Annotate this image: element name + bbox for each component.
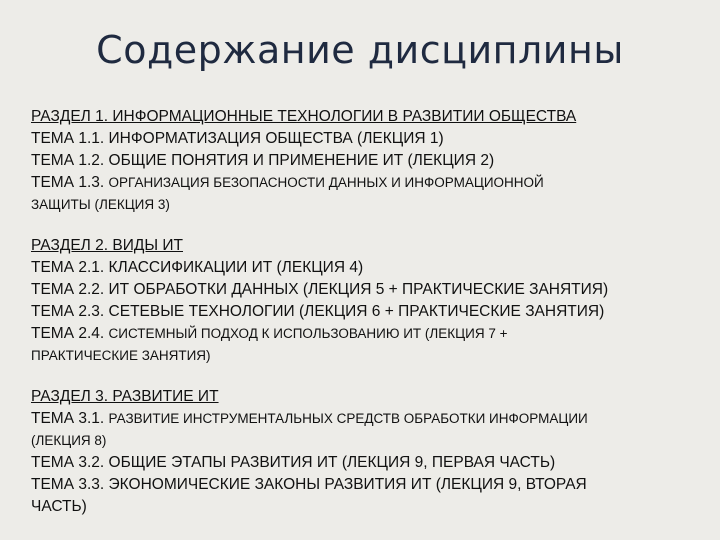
topic-prefix: ТЕМА 3.2. [31, 454, 105, 471]
topic-continuation: ЧАСТЬ) [31, 498, 87, 515]
topic-text: ЭКОНОМИЧЕСКИЕ ЗАКОНЫ РАЗВИТИЯ ИТ (ЛЕКЦИЯ 9, ВТОРАЯ [108, 476, 587, 493]
topic-line [31, 257, 701, 279]
topic-text: РАЗВИТИЕ ИНСТРУМЕНТАЛЬНЫХ СРЕДСТВ ОБРАБОТКИ ИНФОРМАЦИИ [108, 411, 588, 426]
section-heading: РАЗДЕЛ 3. РАЗВИТИЕ ИТ [31, 388, 219, 405]
topic-prefix: ТЕМА 2.4. [31, 325, 105, 342]
topic-prefix: ТЕМА 1.3. [31, 174, 105, 191]
topic-text: ОБЩИЕ ЭТАПЫ РАЗВИТИЯ ИТ (ЛЕКЦИЯ 9, ПЕРВАЯ ЧАСТЬ) [108, 454, 556, 471]
topic-continuation: ЗАЩИТЫ (ЛЕКЦИЯ 3) [31, 197, 170, 212]
slide-title: Содержание дисциплины [96, 28, 624, 72]
topic-prefix: ТЕМА 3.1. [31, 410, 105, 427]
section-heading: РАЗДЕЛ 1. ИНФОРМАЦИОННЫЕ ТЕХНОЛОГИИ В РАЗВИТИИ ОБЩЕСТВА [31, 108, 577, 125]
content-list [31, 106, 701, 518]
topic-line [31, 172, 701, 194]
topic-line [31, 408, 701, 430]
topic-line [31, 150, 701, 172]
topic-line [31, 452, 701, 474]
topic-text: СИСТЕМНЫЙ ПОДХОД К ИСПОЛЬЗОВАНИЮ ИТ (ЛЕКЦИЯ 7 + [108, 326, 508, 341]
topic-continuation: (ЛЕКЦИЯ 8) [31, 433, 107, 448]
topic-text: ИТ ОБРАБОТКИ ДАННЫХ (ЛЕКЦИЯ 5 + ПРАКТИЧЕСКИЕ ЗАНЯТИЯ) [108, 281, 609, 298]
topic-line [31, 474, 701, 496]
topic-text: СЕТЕВЫЕ ТЕХНОЛОГИИ (ЛЕКЦИЯ 6 + ПРАКТИЧЕСКИЕ ЗАНЯТИЯ) [108, 303, 605, 320]
topic-line [31, 301, 701, 323]
topic-prefix: ТЕМА 3.3. [31, 476, 105, 493]
topic-prefix: ТЕМА 1.1. [31, 130, 105, 147]
topic-text: ОРГАНИЗАЦИЯ БЕЗОПАСНОСТИ ДАННЫХ И ИНФОРМАЦИОННОЙ [108, 175, 544, 190]
topic-continuation: ПРАКТИЧЕСКИЕ ЗАНЯТИЯ) [31, 348, 211, 363]
topic-prefix: ТЕМА 2.3. [31, 303, 105, 320]
topic-prefix: ТЕМА 1.2. [31, 152, 105, 169]
topic-line [31, 323, 701, 345]
topic-text: КЛАССИФИКАЦИИ ИТ (ЛЕКЦИЯ 4) [108, 259, 364, 276]
topic-line [31, 128, 701, 150]
section-heading: РАЗДЕЛ 2. ВИДЫ ИТ [31, 237, 183, 254]
topic-prefix: ТЕМА 2.2. [31, 281, 105, 298]
topic-prefix: ТЕМА 2.1. [31, 259, 105, 276]
topic-text: ОБЩИЕ ПОНЯТИЯ И ПРИМЕНЕНИЕ ИТ (ЛЕКЦИЯ 2) [108, 152, 495, 169]
topic-line [31, 279, 701, 301]
topic-text: ИНФОРМАТИЗАЦИЯ ОБЩЕСТВА (ЛЕКЦИЯ 1) [108, 130, 444, 147]
